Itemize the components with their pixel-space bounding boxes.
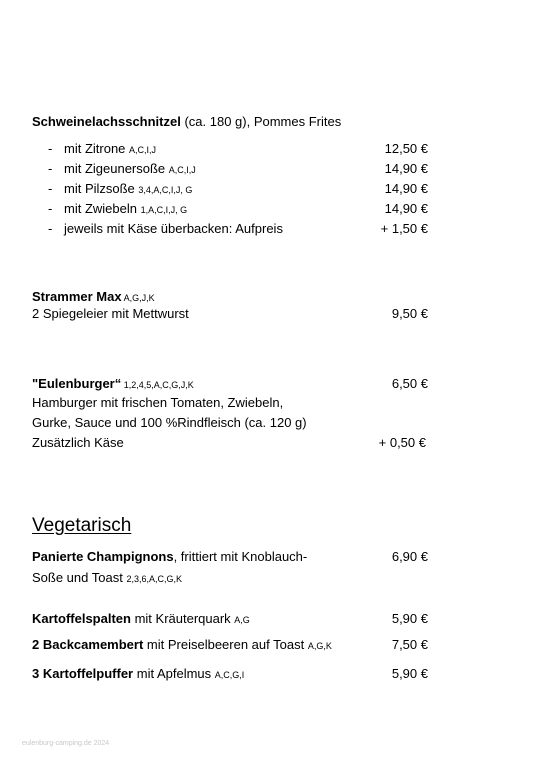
schnitzel-desc: (ca. 180 g), Pommes Frites [180,114,342,129]
kartoffelspalten-line: Kartoffelspalten mit Kräuterquark A,G [32,611,250,626]
kartoffelpuffer-line: 3 Kartoffelpuffer mit Apfelmus A,C,G,I [32,666,245,681]
backcamembert-title: 2 Backcamembert [32,637,144,652]
backcamembert-allergens: A,G,K [307,641,332,651]
extra-cheese-label: Zusätzlich Käse [32,435,124,450]
strammer-max-title: Strammer Max [32,289,122,304]
footer-watermark: eulenburg-camping.de 2024 [22,740,110,747]
item-allergens: A,C,I,J [129,145,157,155]
champignons-line2: Soße und Toast 2,3,6,A,C,G,K [32,570,182,585]
eulenburger-title: "Eulenburger“ [32,376,122,391]
eulenburger-title-line [32,376,194,393]
kartoffelspalten-title: Kartoffelspalten [32,611,131,626]
item-price: 14,90 € [384,181,428,196]
item-dash: - [48,141,53,156]
item-allergens: 1,A,C,I,J, G [140,205,188,215]
eulenburger-desc-line2: Gurke, Sauce und 100 %Rindfleisch (ca. 120 g) [32,415,307,430]
item-label: mit Pilzsoße 3,4,A,C,I,J, G [64,181,193,196]
kartoffelspalten-price: 5,90 € [391,611,428,626]
champignons-price: 6,90 € [391,549,428,564]
item-price: 14,90 € [384,161,428,176]
kartoffelpuffer-allergens: A,C,G,I [214,670,245,680]
item-dash: - [48,181,53,196]
schnitzel-header [32,114,341,130]
eulenburger-price: 6,50 € [391,376,428,391]
item-allergens: 3,4,A,C,I,J, G [138,185,193,195]
champignons-title: Panierte Champignons [32,549,174,564]
strammer-max-price: 9,50 € [391,306,428,321]
kartoffelpuffer-price: 5,90 € [391,666,428,681]
backcamembert-price: 7,50 € [391,637,428,652]
champignons-desc: , frittiert mit Knoblauch- [173,549,308,564]
kartoffelspalten-allergens: A,G [234,615,250,625]
strammer-max-allergens: A,G,J,K [121,293,155,303]
item-dash: - [48,221,53,236]
strammer-max-title-line [32,289,155,306]
item-label: jeweils mit Käse überbacken: Aufpreis [64,221,283,236]
extra-cheese-price: + 0,50 € [378,435,426,450]
item-allergens: A,C,I,J [168,165,196,175]
section-heading-vegetarian: Vegetarisch [32,515,132,536]
item-dash: - [48,201,53,216]
item-price: 12,50 € [384,141,428,156]
item-label: mit Zitrone A,C,I,J [64,141,157,156]
champignons-line1 [32,549,307,565]
strammer-max-desc: 2 Spiegeleier mit Mettwurst [32,306,189,321]
item-dash: - [48,161,53,176]
schnitzel-title: Schweinelachsschnitzel [32,114,181,129]
item-label: mit Zigeunersoße A,C,I,J [64,161,196,176]
item-price: 14,90 € [384,201,428,216]
kartoffelpuffer-title: 3 Kartoffelpuffer [32,666,134,681]
champignons-allergens: 2,3,6,A,C,G,K [126,574,182,584]
item-price: + 1,50 € [380,221,428,236]
eulenburger-allergens: 1,2,4,5,A,C,G,J,K [121,380,194,390]
eulenburger-desc-line1: Hamburger mit frischen Tomaten, Zwiebeln, [32,395,284,410]
item-label: mit Zwiebeln 1,A,C,I,J, G [64,201,188,216]
backcamembert-line: 2 Backcamembert mit Preiselbeeren auf Toast A,G,K [32,637,332,652]
